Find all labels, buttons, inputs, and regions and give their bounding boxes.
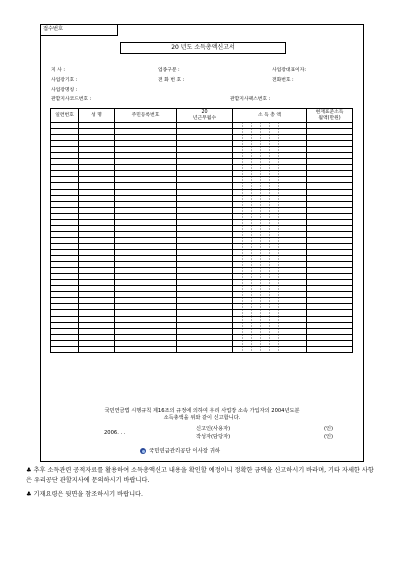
col-name: 성 명 (79, 109, 115, 123)
col-standard-income: 현재표준소득 월액(만원) (307, 109, 353, 123)
field-office-name: 관할지사팩스번호 : (230, 97, 271, 102)
field-office-code: 관할지사코드번호 : (51, 97, 92, 102)
receipt-label: 접수번호 (43, 26, 64, 32)
table-cell[interactable] (177, 346, 233, 352)
income-table (50, 108, 353, 353)
organization-line (140, 448, 220, 456)
writer-label: 작성자(담당자) (196, 434, 231, 440)
field-industry-type: 업종구분 : (158, 68, 180, 73)
declaration-text (52, 408, 352, 422)
field-contact: 사업장대표이자: (272, 68, 307, 73)
table-cell[interactable] (79, 346, 115, 352)
table-row (51, 346, 353, 352)
declaration-line-2: 소득총액을 위와 같이 신고합니다. (163, 415, 241, 421)
organization-name: 국민연금관리공단 이사장 귀하 (149, 448, 221, 455)
col-serial: 일련번호 (51, 109, 79, 123)
table-cell[interactable] (115, 346, 177, 352)
note-1: ♣ 추후 소득관련 공적자료를 활용하여 소득총액신고 내용을 확인할 예정이니 정확한 금액을 신고하시기 바라며, 기타 자세한 사항은 우리공단 관할지사에 문의하시기 바랍니다. (26, 467, 374, 484)
col-resident-id: 주민등록번호 (115, 109, 177, 123)
field-fax: 전화번호 : (272, 78, 294, 83)
writer-seal: (인) (324, 434, 334, 440)
table-cell[interactable] (51, 346, 79, 352)
field-address: 지 사 : (51, 68, 65, 73)
table-cell[interactable] (233, 346, 307, 352)
form-title: 20 년도 소득총액신고서 (120, 42, 286, 54)
field-phone: 전 화 번 호 : (158, 78, 185, 83)
declaration-date: 2006. . . (104, 430, 126, 436)
col-income-total: 소 득 총 액 (233, 109, 307, 123)
declaration-line-1: 국민연금법 시행규칙 제16조의 규정에 의하여 우리 사업장 소속 가입자의 2004년도분 (104, 408, 300, 414)
table-header-row (51, 109, 353, 123)
nps-logo-icon (140, 448, 146, 454)
reporter-label: 신고인(사용자) (196, 426, 231, 432)
reporter-seal: (인) (324, 426, 334, 432)
note-2: ♣ 기재요령은 뒷면을 참조하시기 바랍니다. (26, 491, 143, 498)
col-work-months: 20 년근무월수 (177, 109, 233, 123)
receipt-number-box (40, 24, 118, 36)
field-business-name: 사업장명칭 : (51, 88, 78, 93)
table-cell[interactable] (307, 346, 353, 352)
field-business-no: 사업장기호 : (51, 78, 78, 83)
